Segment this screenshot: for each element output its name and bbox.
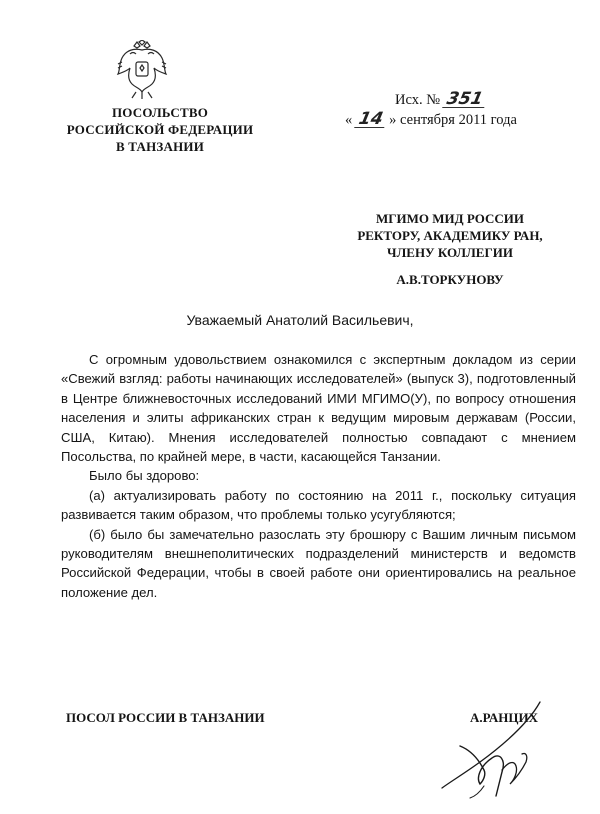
recipient-block xyxy=(330,210,570,288)
recipient-line: МГИМО МИД РОССИИ xyxy=(376,211,524,226)
signatory-name: А.РАНЦИХ xyxy=(470,710,539,725)
body-paragraph: Было бы здорово: xyxy=(89,468,200,484)
body-paragraph: (а) актуализировать работу по состоянию на 2011 г., поскольку ситуация развивается таким образом, что проблемы только усугубляются; xyxy=(61,487,576,523)
body-paragraph: С огромным удовольствием ознакомился с экспертным докладом из серии «Свежий взгляд: работы начинающих исследователей» (выпуск 3), подготовленный в Центре ближневосточных исследований ИМИ МГИМО(У), по вопросу отношения населения и элиты африканских стран к ведущим мировым державам (России, США, Китаю). Мнения исследователей полностью совпадают с мнением Посольства, по крайней мере, в части, касающейся Танзании. xyxy=(61,352,576,465)
date-quote-close: » xyxy=(389,112,397,128)
outgoing-label: Исх. № xyxy=(395,92,441,108)
sender-line: ПОСОЛЬСТВО xyxy=(111,105,209,120)
date-quote-open: « xyxy=(345,112,353,128)
sender-line: В ТАНЗАНИИ xyxy=(115,139,205,154)
recipient-line: РЕКТОРУ, АКАДЕМИКУ РАН, xyxy=(357,228,543,243)
sender-line: РОССИЙСКОЙ ФЕДЕРАЦИИ xyxy=(66,122,254,137)
salutation: Уважаемый Анатолий Васильевич, xyxy=(186,312,414,328)
outgoing-number: 351 xyxy=(442,91,487,108)
handwritten-signature-icon xyxy=(440,700,580,800)
recipient-name: А.В.ТОРКУНОВУ xyxy=(396,272,504,287)
outgoing-date-rest: сентября 2011 года xyxy=(400,112,517,128)
double-headed-eagle-emblem-icon xyxy=(116,40,168,102)
body-paragraph: (б) было бы замечательно разослать эту брошюру с Вашим личным письмом руководителям внешнеполитических подразделений министерств и ведомств Российской Федерации, чтобы в своей работе они ориентировались на реальное положение дел. xyxy=(61,526,576,600)
signatory-position: ПОСОЛ РОССИИ В ТАНЗАНИИ xyxy=(66,710,265,725)
recipient-line: ЧЛЕНУ КОЛЛЕГИИ xyxy=(387,245,513,260)
letter-body xyxy=(61,350,576,602)
outgoing-reference xyxy=(345,90,545,130)
outgoing-day: 14 xyxy=(354,111,387,128)
sender-block xyxy=(44,104,276,155)
